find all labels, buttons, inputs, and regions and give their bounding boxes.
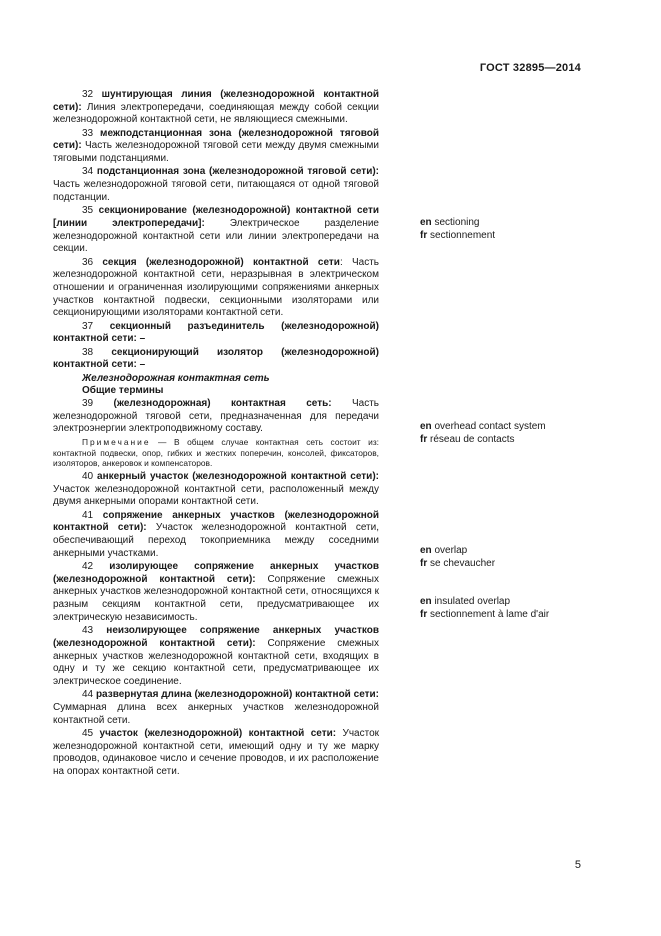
term-entry-44: 44 развернутая длина (железнодорожной) контактной сети: Суммарная длина всех анкерных участков железнодорожной контактной сети. [53, 689, 379, 726]
main-text-column [53, 89, 379, 779]
definition: Часть железнодорожной тяговой сети между двумя смежными тяговыми подстанциями. [53, 140, 379, 165]
term-entry-35: 35 секционирование (железнодорожной) контактной сети [линии электропередачи]: Электрическое разделение железнодорожной контактной сети или линии электропередачи на секции. [53, 205, 380, 255]
section-heading: Железнодорожная контактная сеть [82, 372, 270, 384]
term: изолирующее сопряжение анкерных участков (железнодорожной контактной сети): [53, 561, 379, 585]
term-entry-40: 40 анкерный участок (железнодорожной контактной сети): Участок железнодорожной контактной сети, расположенный между двумя анкерными опорами контактной сети. [53, 470, 379, 508]
definition: Сопряжение смежных анкерных участков железнодорожной контактной сети, относящихся к разным секциям контактной сети, предусматривающее их электрическую независимость. [53, 573, 379, 623]
term: секция (железнодорожной) контактной сети [102, 256, 340, 268]
term: (железнодорожная) контактная сеть: [113, 398, 332, 410]
definition: Линия электропередачи, соединяющая между собой секции железнодорожной контактной сети, не являющиеся смежными. [53, 101, 379, 126]
document-header: ГОСТ 32895—2014 [479, 62, 581, 74]
definition: Сопряжение смежных анкерных участков железнодорожной контактной сети, входящих в одну и ту же секцию контактной сети, предусматривающее их электрическое соединение. [53, 637, 379, 687]
definition: Участок железнодорожной контактной сети, расположенный между двумя анкерными опорами контактной сети. [53, 483, 379, 508]
equivalent-overhead-contact-system: en overhead contact system fr réseau de contacts [420, 421, 546, 445]
term-entry-34: 34 подстанционная зона (железнодорожной тяговой сети): Часть железнодорожной тяговой сети, питающаяся от одной тяговой подстанции. [53, 166, 379, 203]
term: шунтирующая линия (железнодорожной контактной сети): [53, 89, 379, 113]
term: анкерный участок (железнодорожной контактной сети): [97, 470, 379, 482]
term-entry-36: 36 секция (железнодорожной) контактной сети: Часть железнодорожной контактной сети, неразрывная в электрическом отношении и ограниченная изолирующими сопряжениями анкерных участков контактной подвески, секционными изоляторами или секционирующими изоляторами контактной сети. [53, 256, 380, 319]
definition: Электрическое разделение железнодорожной контактной сети или линии электропередачи на секции. [53, 217, 379, 255]
note [53, 437, 379, 469]
definition: Участок железнодорожной контактной сети, обеспечивающий переход токоприемника между соседними анкерными участками. [53, 522, 380, 559]
equivalent-insulated-overlap: en insulated overlap fr sectionnement à lame d'air [420, 596, 550, 620]
term: секционирование (железнодорожной) контактной сети [линии электропередачи]: [53, 205, 380, 229]
definition: Суммарная длина всех анкерных участков железнодорожной контактной сети. [53, 701, 379, 726]
page-number: 5 [574, 859, 581, 871]
term-entry-41: 41 сопряжение анкерных участков (железнодорожной контактной сети): Участок железнодорожной контактной сети, обеспечивающий переход токоприемника между соседними анкерными участками. [53, 509, 380, 559]
term: сопряжение анкерных участков (железнодорожной контактной сети): [53, 509, 379, 534]
term-entry-39: 39 (железнодорожная) контактная сеть: Часть железнодорожной тяговой сети, предназначенная для передачи электроэнергии электроподвижному составу. [53, 398, 380, 435]
definition: : Часть железнодорожной контактной сети, неразрывная в электрическом отношении и ограниченная изолирующими сопряжениями анкерных участков контактной подвески, секционными изоляторами или секционирующими изоляторами контактной сети. [53, 256, 380, 319]
term-entry-43: 43 неизолирующее сопряжение анкерных участков (железнодорожной контактной сети): Сопряжение смежных анкерных участков железнодорожной контактной сети, входящих в одну и ту же секцию контактной сети, предусматривающее их электрическое соединение. [53, 625, 379, 687]
term: секционный разъединитель (железнодорожной) контактной сети: – [53, 320, 379, 345]
term-entry-45: 45 участок (железнодорожной) контактной сети: Участок железнодорожной контактной сети, имеющий одну и ту же марку проводов, одинаковое число и сечение проводов, и их расположение на опорах контактной сети. [53, 727, 380, 778]
term: участок (железнодорожной) контактной сети: [99, 727, 337, 739]
term-entry-42: 42 изолирующее сопряжение анкерных участков (железнодорожной контактной сети): Сопряжение смежных анкерных участков железнодорожной контактной сети, относящихся к разным секциям контактной сети, предусматривающее их электрическую независимость. [53, 561, 379, 623]
term: межподстанционная зона (железнодорожной тяговой сети): [53, 127, 379, 152]
equivalent-sectioning: en sectioning fr sectionnement [420, 217, 496, 241]
subsection-heading: Общие термины [82, 385, 164, 397]
note-label: Примечание [82, 437, 151, 448]
term-entry-38: 38 секционирующий изолятор (железнодорожной) контактной сети: – [53, 346, 379, 371]
term-entry-37: 37 секционный разъединитель (железнодорожной) контактной сети: – [53, 320, 379, 345]
note-text: — В общем случае контактная сеть состоит из: контактной подвески, опор, гибких и жестких поперечин, консолей, фиксаторов, изоляторов, анкеровок и компенсаторов. [53, 437, 379, 469]
definition: Часть железнодорожной тяговой сети, предназначенная для передачи электроэнергии электроподвижному составу. [53, 398, 380, 435]
equivalent-overlap: en overlap fr se chevaucher [420, 545, 496, 569]
term: неизолирующее сопряжение анкерных участков (железнодорожной контактной сети): [53, 625, 379, 649]
term-entry-32: 32 шунтирующая линия (железнодорожной контактной сети): Линия электропередачи, соединяющая между собой секции железнодорожной контактной сети, не являющиеся смежными. [53, 89, 379, 126]
term: подстанционная зона (железнодорожной тяговой сети): [96, 166, 379, 178]
definition: Часть железнодорожной тяговой сети, питающаяся от одной тяговой подстанции. [53, 179, 379, 203]
term-entry-33: 33 межподстанционная зона (железнодорожной тяговой сети): Часть железнодорожной тяговой сети между двумя смежными тяговыми подстанциями. [53, 127, 379, 165]
term: развернутая длина (железнодорожной) контактной сети: [95, 689, 379, 701]
definition: Участок железнодорожной контактной сети, имеющий одну и ту же марку проводов, одинаковое число и сечение проводов, и их расположение на опорах контактной сети. [53, 727, 380, 778]
term: секционирующий изолятор (железнодорожной) контактной сети: – [53, 346, 379, 371]
